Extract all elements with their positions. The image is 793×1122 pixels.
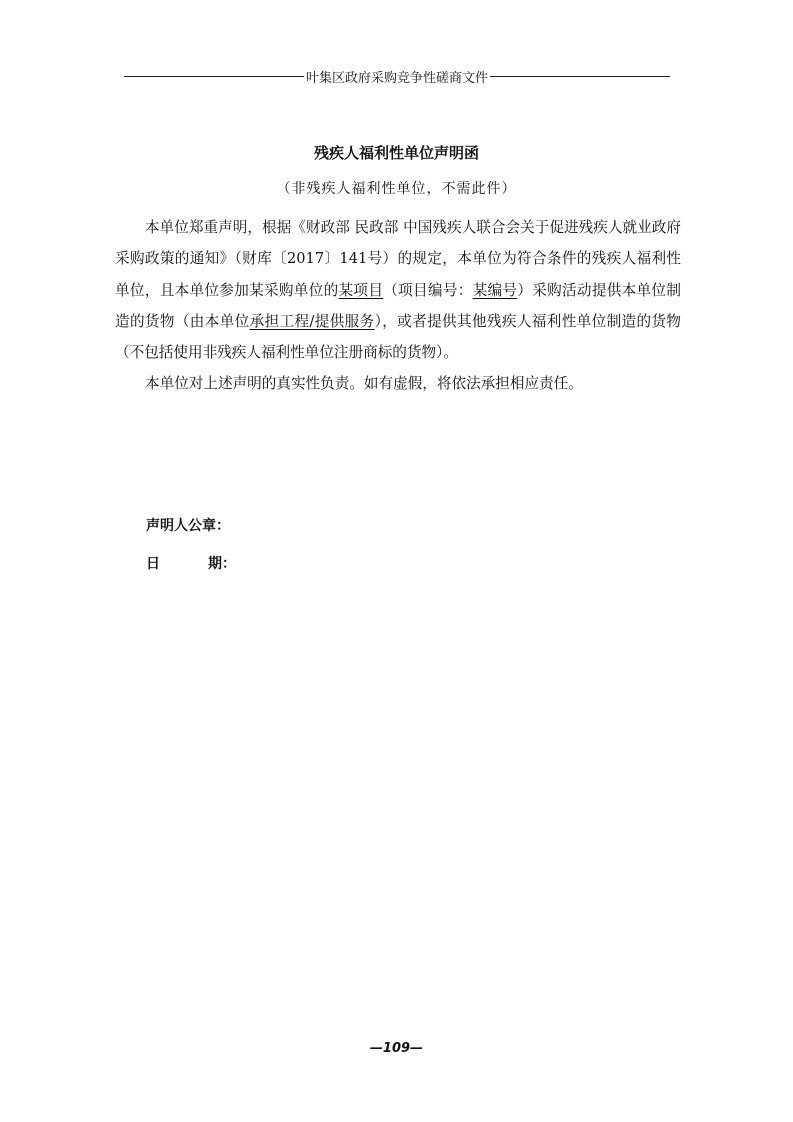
declaration-paragraph: [115, 212, 681, 368]
document-title: 残疾人福利性单位声明函: [313, 144, 479, 162]
date-label-char-2: 期：: [208, 556, 236, 572]
declaration-text-1: 本单位郑重声明，根据《财政部 民政部 中国残疾人联合会关于促进残疾人就业政府采购政策的通知》（财库〔2017〕141号）的规定，本单位为符合条件的残疾人福利性单位，且本单位参加某采购单位的: [115, 219, 681, 299]
project-number-blank: 某编号: [472, 281, 518, 299]
date-label: [146, 553, 236, 573]
project-name-blank: 某项目: [338, 281, 384, 299]
document-body: [115, 212, 681, 400]
page-number: —109—: [369, 1041, 424, 1056]
seal-label: 声明人公章：: [146, 518, 230, 534]
header-rule-right: [490, 76, 670, 77]
document-subtitle: （非残疾人福利性单位，不需此件）: [276, 181, 517, 197]
declaration-text-4: ），或者提供其他残疾人福利性单位制造的货物（不包括使用非残疾人福利性单位注册商标的货物）。: [115, 312, 681, 362]
service-type-blank: 承担工程/提供服务: [249, 312, 375, 330]
date-label-char-1: 日: [146, 556, 160, 572]
page-header: [124, 66, 670, 86]
header-rule-left: [124, 76, 304, 77]
declaration-text-3: ）采购活动提供本单位制造的货物（由本单位: [115, 281, 681, 330]
declaration-text-2: （项目编号：: [383, 281, 473, 299]
header-title: 叶集区政府采购竞争性磋商文件: [306, 70, 489, 86]
responsibility-paragraph: 本单位对上述声明的真实性负责。如有虚假，将依法承担相应责任。: [145, 375, 583, 393]
